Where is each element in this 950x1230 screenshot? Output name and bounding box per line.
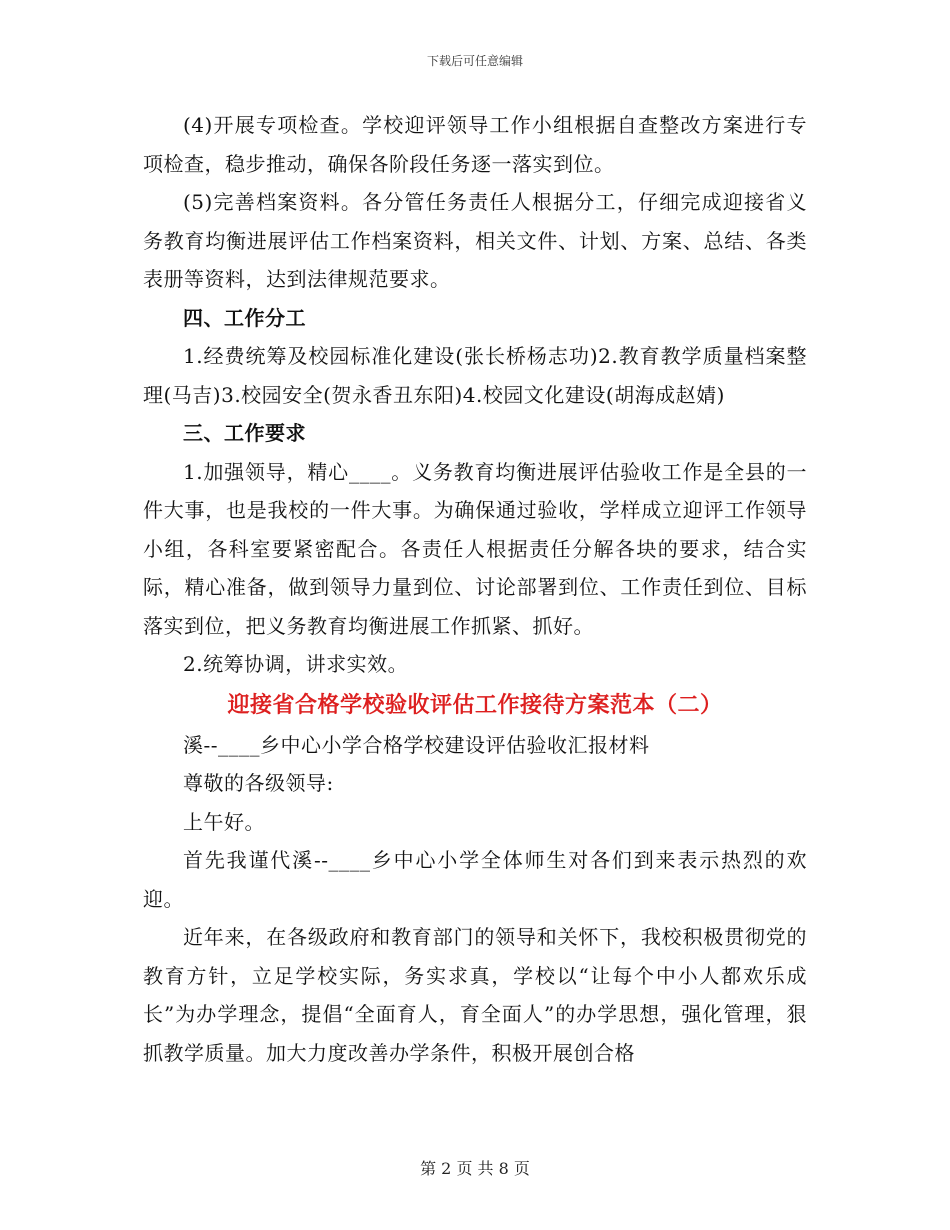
paragraph-salutation: 尊敬的各级领导: [183, 771, 334, 795]
page-number: 第 2 页 共 8 页 [420, 1159, 530, 1178]
paragraph-coordination: 2.统筹协调，讲求实效。 [183, 652, 409, 676]
paragraph-greeting: 上午好。 [183, 809, 265, 834]
paragraph-archive-materials: (5)完善档案资料。各分管任务责任人根据分工，仔细完成迎接省义务教育均衡进展评估工作档案资料，相关文件、计划、方案、总结、各类表册等资料，达到法律规范要求。 [143, 190, 807, 291]
paragraph-special-inspection: (4)开展专项检查。学校迎评领导工作小组根据自查整改方案进行专项检查，稳步推动，确保各阶段任务逐一落实到位。 [143, 113, 807, 176]
paragraph-strengthen-leadership: 1.加强领导，精心____。义务教育均衡进展评估验收工作是全县的一件大事，也是我校的一件大事。为确保通过验收，学样成立迎评工作领导小组，各科室要紧密配合。各责任人根据责任分解各块的要求，结合实际，精心准备，做到领导力量到位、讨论部署到位、工作责任到位、目标落实到位，把义务教育均衡进展工作抓紧、抓好。 [143, 459, 807, 638]
paragraph-welcome: 首先我谨代溪--____乡中心小学全体师生对各们到来表示热烈的欢迎。 [143, 848, 807, 911]
header-note: 下载后可任意编辑 [426, 54, 523, 68]
heading-work-requirements: 三、工作要求 [183, 421, 306, 445]
paragraph-recent-years: 近年来，在各级政府和教育部门的领导和关怀下，我校积极贯彻党的教育方针，立足学校实际，务实求真，学校以“让每个中小人都欢乐成长”为办学理念，提倡“全面育人，育全面人”的办学思想，强化管理，狠抓教学质量。加大力度改善办学条件，积极开展创合格 [143, 925, 807, 1065]
paragraph-report-title: 溪--____乡中心小学合格学校建设评估验收汇报材料 [183, 732, 650, 757]
section-title: 迎接省合格学校验收评估工作接待方案范本（二） [227, 691, 723, 718]
paragraph-work-division: 1.经费统筹及校园标准化建设(张长桥杨志功)2.教育教学质量档案整理(马吉)3.校园安全(贺永香丑东阳)4.校园文化建设(胡海成赵婧) [143, 344, 807, 407]
document-body [143, 106, 807, 1072]
heading-work-division: 四、工作分工 [183, 305, 306, 330]
